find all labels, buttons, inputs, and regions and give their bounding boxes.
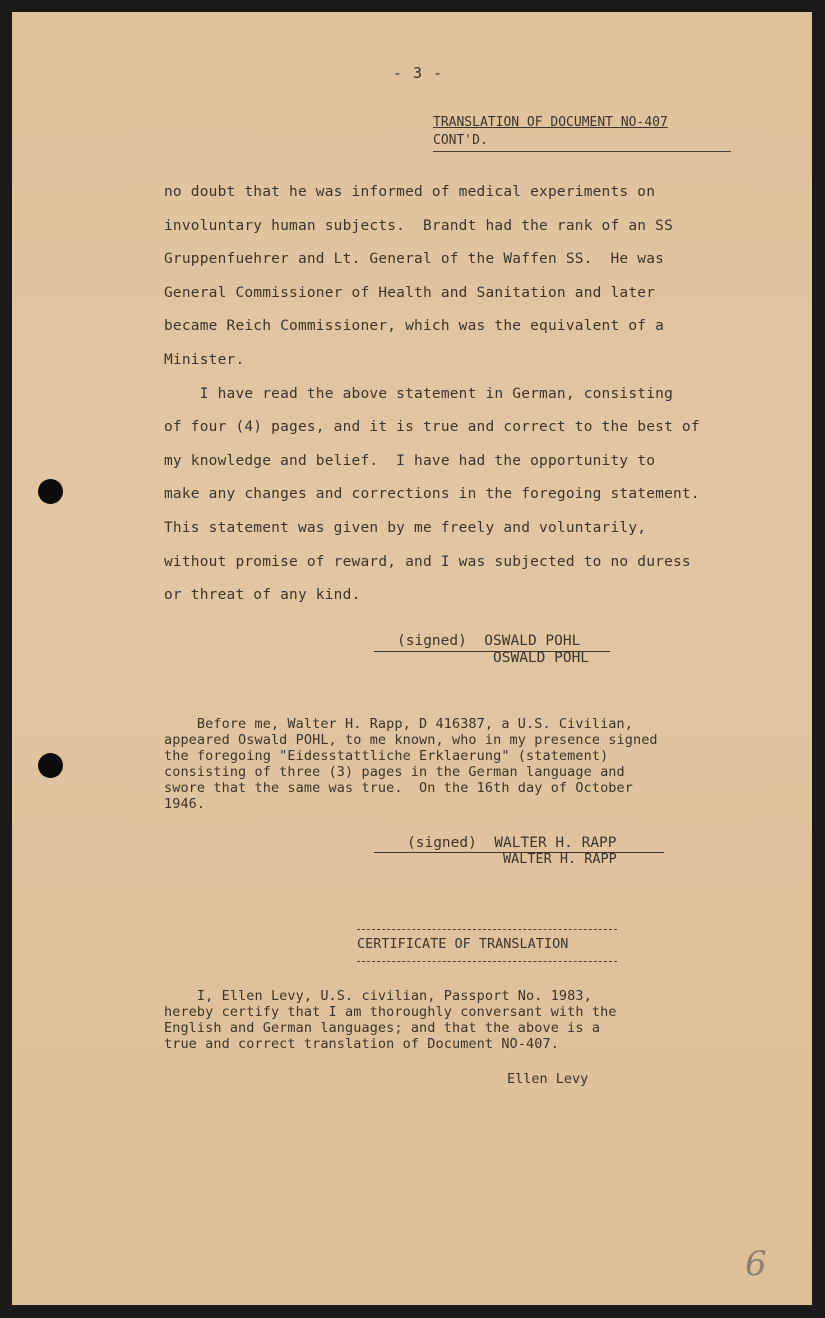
body-line: This statement was given by me freely and voluntarily, xyxy=(164,519,647,536)
certificate-title: CERTIFICATE OF TRANSLATION xyxy=(357,936,569,952)
oath-line: swore that the same was true. On the 16th day of October xyxy=(164,780,633,796)
body-line: Minister. xyxy=(164,351,245,368)
body-line: without promise of reward, and I was subjected to no duress xyxy=(164,553,691,570)
body-line: Gruppenfuehrer and Lt. General of the Waffen SS. He was xyxy=(164,251,665,268)
oath-paragraph xyxy=(164,716,658,812)
signature-rapp-name: WALTER H. RAPP xyxy=(503,851,617,867)
punch-hole-bottom xyxy=(38,753,63,778)
oath-line: consisting of three (3) pages in the German language and xyxy=(164,764,625,780)
body-line: became Reich Commissioner, which was the equivalent of a xyxy=(164,318,665,335)
body-line: no doubt that he was informed of medical experiments on xyxy=(164,184,656,200)
oath-line: Before me, Walter H. Rapp, D 416387, a U.S. Civilian, xyxy=(164,716,633,732)
signature-pohl-signed: (signed) OSWALD POHL xyxy=(397,633,581,649)
certificate-dash-rule-top xyxy=(357,929,617,930)
header-underline xyxy=(433,151,731,152)
document-header-continued: CONT'D. xyxy=(433,133,488,148)
body-line: my knowledge and belief. I have had the opportunity to xyxy=(164,452,656,469)
document-header-title: TRANSLATION OF DOCUMENT NO-407 xyxy=(433,115,668,130)
body-line: I have read the above statement in German, consisting xyxy=(164,385,673,402)
page-number: - 3 - xyxy=(393,64,444,82)
body-line: make any changes and corrections in the foregoing statement. xyxy=(164,486,700,503)
translator-signature: Ellen Levy xyxy=(507,1071,589,1087)
certificate-line: English and German languages; and that the above is a xyxy=(164,1020,601,1036)
signature-pohl-name: OSWALD POHL xyxy=(493,650,590,666)
punch-hole-top xyxy=(38,479,63,504)
handwritten-page-mark: 6 xyxy=(745,1244,767,1284)
certificate-line: true and correct translation of Document NO-407. xyxy=(164,1036,559,1052)
certificate-paragraph xyxy=(164,988,617,1052)
oath-line: appeared Oswald POHL, to me known, who in my presence signed xyxy=(164,732,658,748)
document-page xyxy=(12,12,812,1305)
signature-rapp-signed: (signed) WALTER H. RAPP xyxy=(407,835,617,851)
certificate-line: I, Ellen Levy, U.S. civilian, Passport No. 1983, xyxy=(164,988,592,1004)
oath-line: 1946. xyxy=(164,796,206,812)
body-line: General Commissioner of Health and Sanitation and later xyxy=(164,284,656,301)
body-line: involuntary human subjects. Brandt had the rank of an SS xyxy=(164,217,673,234)
certificate-line: hereby certify that I am thoroughly conversant with the xyxy=(164,1004,617,1020)
statement-body xyxy=(164,176,784,613)
body-line: of four (4) pages, and it is true and correct to the best of xyxy=(164,419,700,436)
certificate-dash-rule-bottom xyxy=(357,961,617,962)
oath-line: the foregoing "Eidesstattliche Erklaerung" (statement) xyxy=(164,748,609,764)
body-line: or threat of any kind. xyxy=(164,587,361,604)
